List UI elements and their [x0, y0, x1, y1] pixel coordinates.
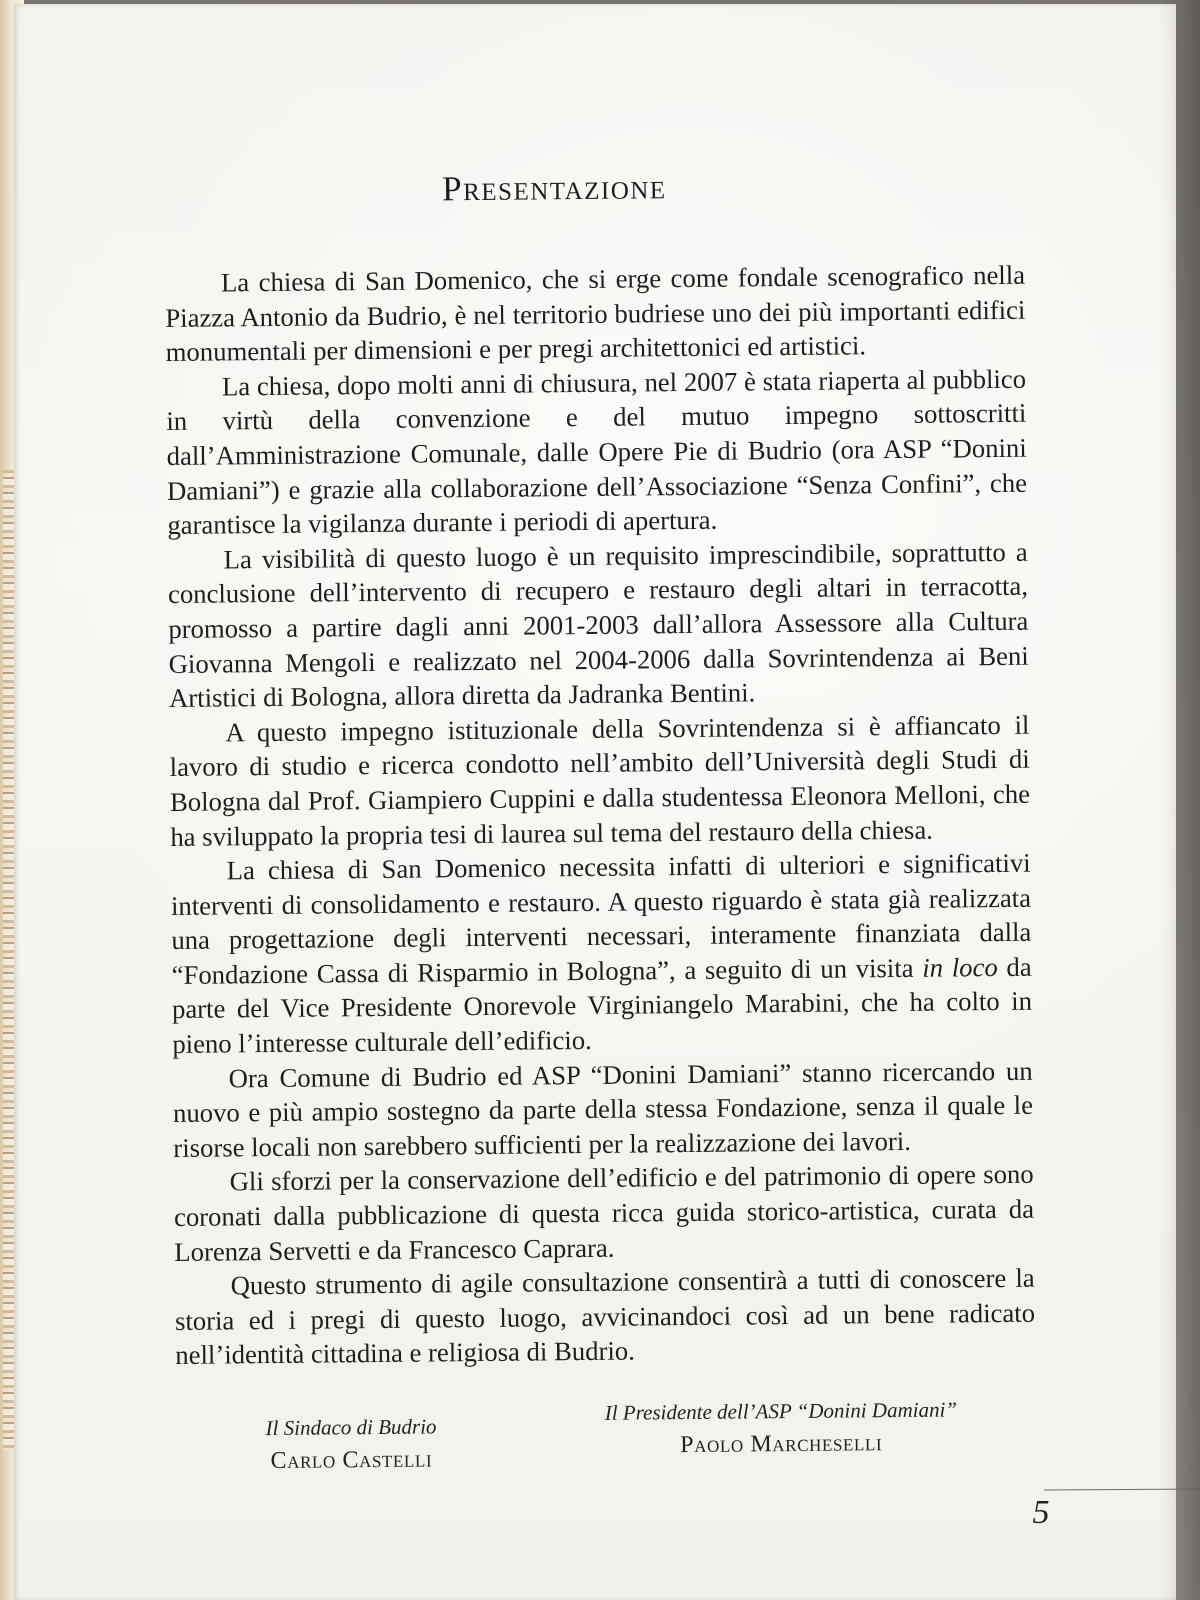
page-number: 5: [1032, 1494, 1050, 1531]
book-page: [14, 4, 1176, 1600]
president-role: Il Presidente dell’ASP “Donini Damiani”: [604, 1397, 958, 1425]
paragraph-7: Gli sforzi per la conservazione dell’edificio e del patrimonio di opere sono coronati dalla pubblicazione di questa ricca guida storico-artistica, curata da Lorenza Servetti e da Francesco Caprara.: [173, 1159, 1035, 1267]
paragraph-5: La chiesa di San Domenico necessita infatti di ulteriori e significativi interventi di consolidamento e restauro. A questo riguardo è stata già realizzata una progettazione degli interventi necessari, interamente finanziata dalla “Fondazione Cassa di Risparmio in Bologna”, a seguito di un visita in loco da parte del Vice Presidente Onorevole Virginiangelo Marabini, che ha colto in pieno l’interesse culturale dell’edificio.: [170, 847, 1033, 1060]
signatures: [176, 1397, 1037, 1534]
paragraph-6: Ora Comune di Budrio ed ASP “Donini Damiani” stanno ricercando un nuovo e più ampio sostegno da parte della stessa Fondazione, senza il quale le risorse locali non sarebbero sufficienti per la realizzazione dei lavori.: [172, 1055, 1034, 1163]
paragraph-8: Questo strumento di agile consultazione consentirà a tutti di conoscere la storia ed i pregi di questo luogo, avvicinandoci così ad un bene radicato nell’identità cittadina e religiosa di Budrio.: [174, 1262, 1036, 1371]
presentation-text: [165, 258, 1036, 1373]
document-content: [164, 166, 1036, 1475]
paragraph-2: La chiesa, dopo molti anni di chiusura, nel 2007 è stata riaperta al pubblico in virtù della convenzione e del mutuo impegno sottoscritti dall’Amministrazione Comunale, dalle Opere Pie di Budrio (ora ASP “Donini Damiani”) e grazie alla collaborazione dell’Associazione “Senza Confini”, che garantisce la vigilanza durante i periodi di apertura.: [166, 363, 1028, 541]
mayor-role: Il Sindaco di Budrio: [265, 1414, 437, 1441]
page-title: Presentazione: [441, 167, 667, 209]
mayor-signature: [246, 1411, 457, 1478]
paragraph-1: La chiesa di San Domenico, che si erge come fondale scenografico nella Piazza Antonio da Budrio, è nel territorio budriese uno dei più importanti edifici monumentali per dimensioni e per pregi architettonici ed artistici.: [165, 259, 1026, 368]
mayor-name: Carlo Castelli: [270, 1446, 433, 1475]
president-signature: [586, 1394, 977, 1463]
right-shadow: [1160, 0, 1200, 1600]
paragraph-4: A questo impegno istituzionale della Sovrintendenza si è affiancato il lavoro di studio e ricerca condotto nell’ambito dell’Università degli Studi di Bologna dal Prof. Giampiero Cuppini e dalla studentessa Eleonora Melloni, che ha sviluppato la propria tesi di laurea sul tema del restauro della chiesa.: [169, 709, 1031, 852]
president-name: Paolo Marcheselli: [680, 1430, 883, 1459]
paragraph-3: La visibilità di questo luogo è un requisito imprescindibile, soprattutto a conclusione dell’intervento di recupero e restauro degli altari in terracotta, promosso a partire dagli anni 2001-2003 dall’allora Assessore alla Cultura Giovanna Mengoli e realizzato nel 2004-2006 dalla Sovrintendenza ai Beni Artistici di Bologna, allora diretta da Jadranka Bentini.: [167, 536, 1029, 714]
